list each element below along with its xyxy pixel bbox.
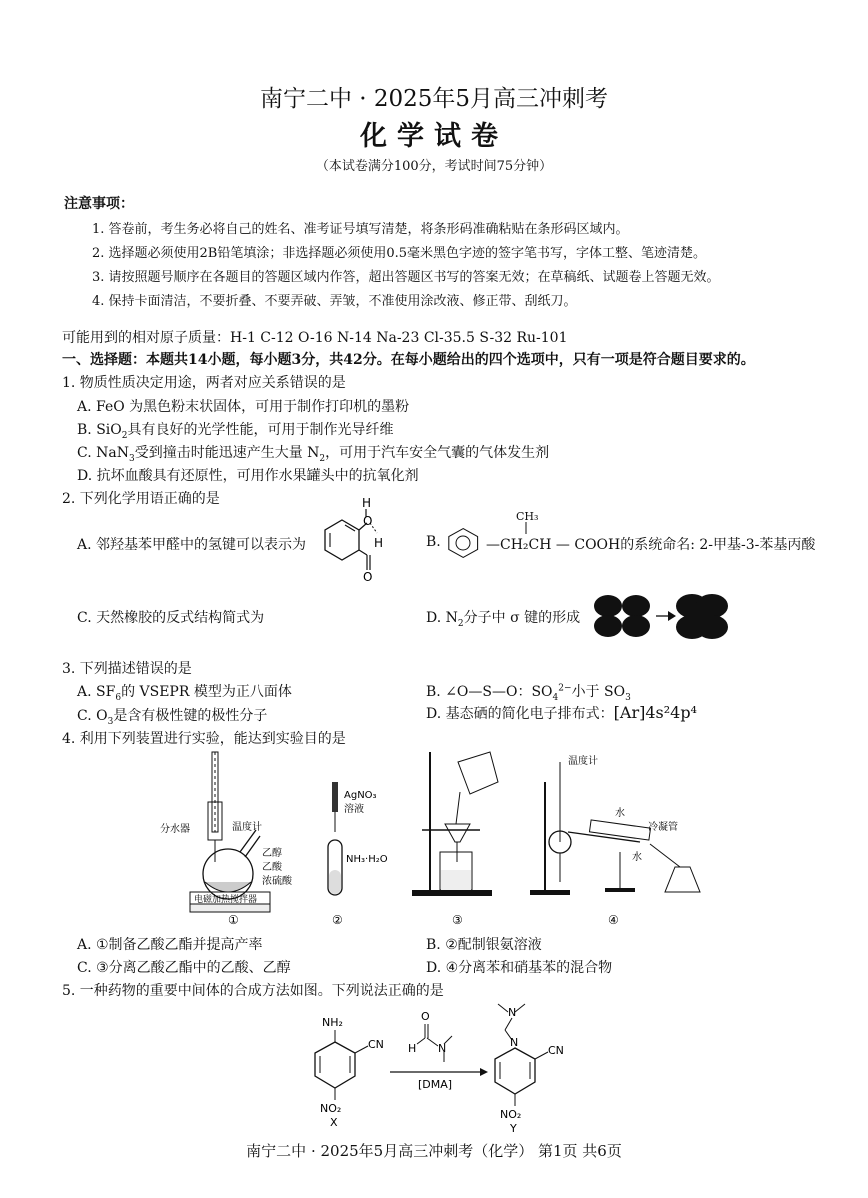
compound-x [315, 1016, 384, 1129]
reagent-n-label: N [438, 1042, 447, 1055]
question-5-stem: 5. 一种药物的重要中间体的合成方法如图。下列说法正确的是 [62, 983, 444, 999]
methyl-bond [525, 522, 529, 536]
reagent-h-label: H [408, 1042, 417, 1055]
acetic-label: 乙酸 [262, 862, 282, 873]
q2-option-a: A. 邻羟基苯甲醛中的氢键可以表示为 [77, 537, 307, 553]
apparatus-3 [412, 752, 498, 927]
q1-option-a: A. FeO 为黑色粉末状固体，可用于制作打印机的墨粉 [77, 399, 410, 415]
q1-option-b: B. SiO$_2$具有良好的光学性能，可用于制作光导纤维 [77, 422, 394, 441]
apparatus-2 [328, 782, 388, 927]
nitro-label-y: NO₂ [500, 1108, 522, 1121]
page-footer: 南宁二中 · 2025年5月高三冲刺考（化学） 第1页 共6页 [246, 1142, 622, 1160]
aldehyde-o-label: O [363, 570, 373, 584]
imine-n-label: N [510, 1036, 519, 1049]
q4-option-a: A. ①制备乙酸乙酯并提高产率 [77, 937, 263, 953]
separator-label: 分水器 [160, 824, 190, 835]
apparatus-figures [160, 752, 720, 932]
benzene-ring-icon [444, 527, 488, 559]
q3-option-b: B. ∠O—S—O：$SO_4^{2-}$小于 $SO_3$ [426, 683, 631, 703]
reagent-o-label: O [421, 1010, 430, 1023]
notes-title: 注意事项： [64, 196, 134, 212]
ammonia-label: NH₃·H₂O [346, 854, 388, 865]
ethanol-label: 乙醇 [262, 848, 282, 859]
q2-option-c: C. 天然橡胶的反式结构简式为 [77, 610, 265, 626]
condenser-label: 冷凝管 [648, 822, 678, 833]
q1-option-c: C. NaN$_3$受到撞击时能迅速产生大量 $N_2$，可用于汽车安全气囊的气体发生剂 [77, 445, 550, 464]
school-line: 南宁二中 · 2025年5月高三冲刺考 [259, 86, 609, 112]
note-item: 2. 选择题必须使用2B铅笔填涂；非选择题必须使用0.5毫米黑色字迹的签字笔书写，字体工整、笔迹清楚。 [92, 246, 707, 261]
water-out-label: 水 [632, 852, 642, 863]
sigma-bond-orbital-diagram [594, 594, 814, 640]
q2-option-d: D. $N_2$分子中 σ 键的形成 [426, 610, 581, 629]
amino-label: NH₂ [322, 1016, 343, 1029]
stirrer-label: 电磁加热搅拌器 [194, 895, 258, 905]
solution-label: 溶液 [344, 804, 364, 815]
agno3-label: AgNO₃ [344, 790, 377, 801]
solvent-label: [DMA] [418, 1078, 453, 1091]
q2-option-b-prefix: B. [426, 534, 441, 550]
compound-y-label: Y [510, 1122, 517, 1135]
methyl-label: CH₃ [516, 510, 539, 523]
thermometer-label-2: 温度计 [568, 756, 598, 767]
water-in-label: 水 [615, 808, 625, 819]
q3-option-a: A. $SF_6$的 VSEPR 模型为正八面体 [77, 684, 292, 703]
section-heading: 一、选择题：本题共14小题，每小题3分，共42分。在每小题给出的四个选项中，只有一项是符合题目要求的。 [62, 352, 755, 368]
note-item: 1. 答卷前，考生务必将自己的姓名、准考证号填写清楚，将条形码准确粘贴在条形码区域内。 [92, 222, 629, 237]
dimethylamino-n-label: N [508, 1006, 517, 1019]
q3-option-d: D. 基态硒的简化电子排布式：[Ar]4s²4p⁴ [426, 703, 697, 722]
figure-4-number: ④ [608, 913, 619, 927]
hydroxyl-o-label: O [363, 514, 373, 528]
q4-option-d: D. ④分离苯和硝基苯的混合物 [426, 960, 613, 976]
atomic-masses: 可能用到的相对原子质量：H-1 C-12 O-16 N-14 Na-23 Cl-35.5 S-32 Ru-101 [62, 330, 568, 346]
q2-option-b: —CH₂CH — COOH的系统命名: 2-甲基-3-苯基丙酸 [486, 537, 816, 553]
apparatus-1 [160, 752, 293, 927]
q4-option-c: C. ③分离乙酸乙酯中的乙酸、乙醇 [77, 960, 291, 976]
page-title: 化学试卷 [360, 121, 508, 152]
apparatus-4 [530, 754, 700, 927]
exam-info: （本试卷满分100分，考试时间75分钟） [315, 159, 553, 174]
nitro-label: NO₂ [320, 1102, 342, 1115]
cyano-label-y: CN [548, 1044, 564, 1057]
aldehyde-h-label: H [374, 536, 384, 550]
figure-2-number: ② [332, 913, 343, 927]
question-2-stem: 2. 下列化学用语正确的是 [62, 491, 220, 507]
figure-3-number: ③ [452, 913, 463, 927]
sulfuric-label: 浓硫酸 [262, 876, 292, 887]
note-item: 3. 请按照题号顺序在各题目的答题区域内作答，超出答题区书写的答案无效；在草稿纸、试题卷上答题无效。 [92, 270, 720, 285]
figure-1-number: ① [228, 913, 239, 927]
q1-option-d: D. 抗坏血酸具有还原性，可用作水果罐头中的抗氧化剂 [77, 468, 419, 484]
question-3-stem: 3. 下列描述错误的是 [62, 661, 192, 677]
question-4-stem: 4. 利用下列装置进行实验，能达到实验目的是 [62, 731, 346, 747]
hydroxyl-h-label: H [362, 496, 372, 510]
question-1-stem: 1. 物质性质决定用途，两者对应关系错误的是 [62, 375, 346, 391]
q3-option-c: C. $O_3$是含有极性键的极性分子 [77, 708, 268, 727]
thermometer-label: 温度计 [232, 822, 262, 833]
cyano-label: CN [368, 1038, 384, 1051]
compound-x-label: X [330, 1116, 338, 1129]
q4-option-b: B. ②配制银氨溶液 [426, 937, 542, 953]
salicylaldehyde-structure [322, 495, 392, 585]
compound-y [495, 1004, 564, 1135]
note-item: 4. 保持卡面清洁，不要折叠、不要弄破、弄皱，不准使用涂改液、修正带、刮纸刀。 [92, 294, 577, 309]
synthesis-scheme [300, 1000, 600, 1140]
